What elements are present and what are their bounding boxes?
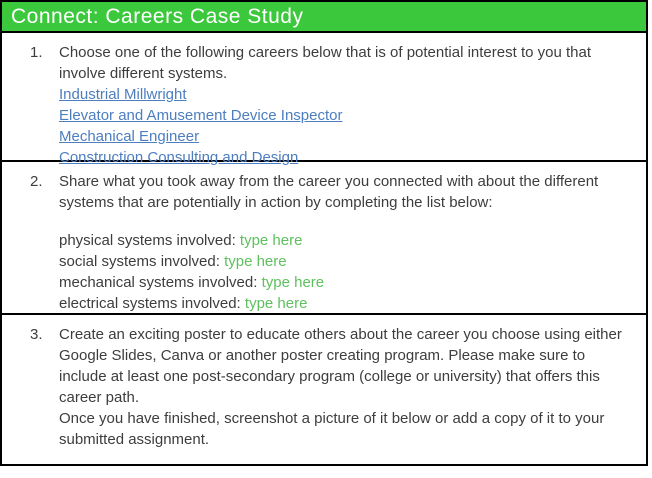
page-title: Connect: Careers Case Study (11, 4, 304, 28)
field-physical-systems (59, 230, 634, 251)
field-label: mechanical systems involved: (59, 274, 262, 291)
instruction-row-1 (2, 33, 646, 166)
instruction-text: Share what you took away from the career you connected with about the different systems that are potentially in action by completing the list below: (59, 173, 599, 211)
career-link-mechanical-engineer[interactable]: Mechanical Engineer (59, 128, 200, 145)
instruction-row-3 (2, 315, 646, 464)
item-number: 3. (30, 326, 43, 343)
field-label: electrical systems involved: (59, 295, 245, 312)
field-electrical-systems (59, 293, 634, 314)
career-link-construction-consulting[interactable]: Construction Consulting and Design (59, 149, 299, 166)
career-link-industrial-millwright[interactable]: Industrial Millwright (59, 86, 187, 103)
field-mechanical-systems (59, 272, 634, 293)
systems-field-list (59, 230, 634, 314)
instruction-text: Choose one of the following careers below that is of potential interest to you that involve different systems. (59, 44, 591, 82)
type-here-placeholder[interactable]: type here (261, 274, 325, 291)
item-number: 1. (30, 44, 43, 61)
career-link-elevator-inspector[interactable]: Elevator and Amusement Device Inspector (59, 107, 343, 124)
type-here-placeholder[interactable]: type here (239, 232, 303, 249)
submission-instruction-text: Once you have finished, screenshot a picture of it below or add a copy of it to your submitted assignment. (59, 410, 605, 448)
field-label: social systems involved: (59, 253, 225, 270)
type-here-placeholder[interactable]: type here (244, 295, 308, 312)
poster-instruction-text: Create an exciting poster to educate others about the career you choose using either Google Slides, Canva or another poster creating program. Please make sure to include at least one post-secondary program (college or university) that offers this career path. (59, 326, 622, 406)
instruction-content (59, 324, 634, 464)
field-social-systems (59, 251, 634, 272)
item-number: 2. (30, 173, 43, 190)
type-here-placeholder[interactable]: type here (224, 253, 287, 270)
title-bar (2, 2, 646, 33)
instruction-row-2 (2, 162, 646, 315)
instruction-content (59, 42, 634, 166)
career-link-list (59, 84, 634, 168)
field-label: physical systems involved: (59, 232, 240, 249)
instruction-content (59, 171, 634, 313)
